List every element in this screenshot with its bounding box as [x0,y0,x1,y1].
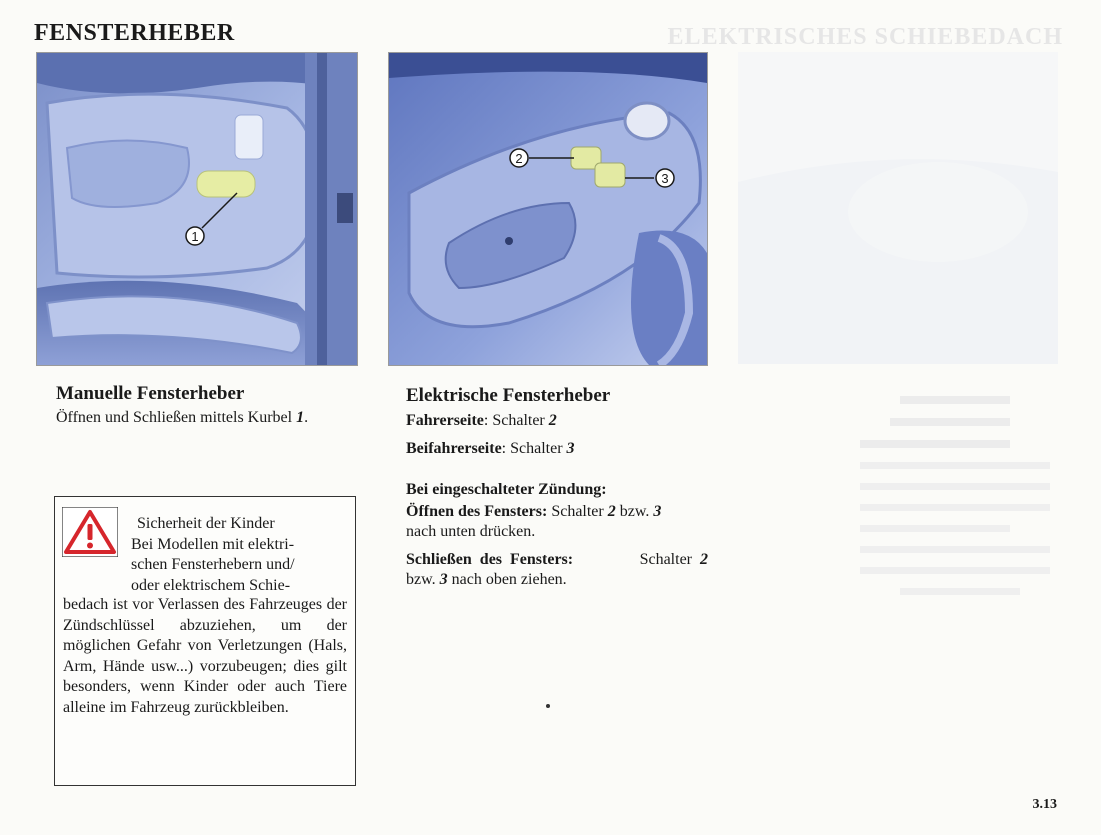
manual-window-heading: Manuelle Fensterheber [56,383,245,404]
page-title: FENSTERHEBER [34,20,235,46]
callout-3: 3 [661,171,669,186]
callout-2: 2 [515,151,523,166]
bleed-through-text [860,388,1060,609]
bleed-through-photo [738,52,1058,364]
manual-window-text: Öffnen und Schließen mittels Kurbel 1. [56,409,309,426]
warning-text-body: bedach ist vor Verlassen des Fahrzeuges der Zündschlüssel abzuziehen, um der möglichen Gefahr von Verletzungen (Hals, Arm, Hände usw...) vorzubeugen; dies gilt besonders, wenn Kinder oder auch Tiere alleine im Fahrzeug zurückbleiben. [63,596,347,716]
passenger-side-line: Beifahrerseite: Schalter 3 [406,440,575,457]
electric-window-heading: Elektrische Fensterheber [406,385,611,406]
window-switch-photo [388,52,708,366]
print-speck [546,704,550,708]
page-number: 3.13 [1032,797,1057,812]
door-crank-photo [36,52,358,366]
open-window-text: Öffnen des Fensters: Schalter 2 bzw. 3 nach unten drücken. [406,503,662,540]
child-safety-warning [54,496,356,786]
callout-1: 1 [191,229,199,244]
bleed-through-title: ELEKTRISCHES SCHIEBEDACH [667,24,1063,50]
ignition-line: Bei eingeschalteter Zündung: [406,481,607,498]
warning-triangle-icon [62,507,118,557]
close-window-text: Schließen des Fensters: Schalter 2 bzw. 3 nach oben ziehen. [406,551,708,588]
driver-side-line: Fahrerseite: Schalter 2 [406,412,557,429]
warning-text-indented: Sicherheit der Kinder Bei Modellen mit elektri- schen Fensterhebern und/ oder elektrischem Schie- [131,515,295,594]
